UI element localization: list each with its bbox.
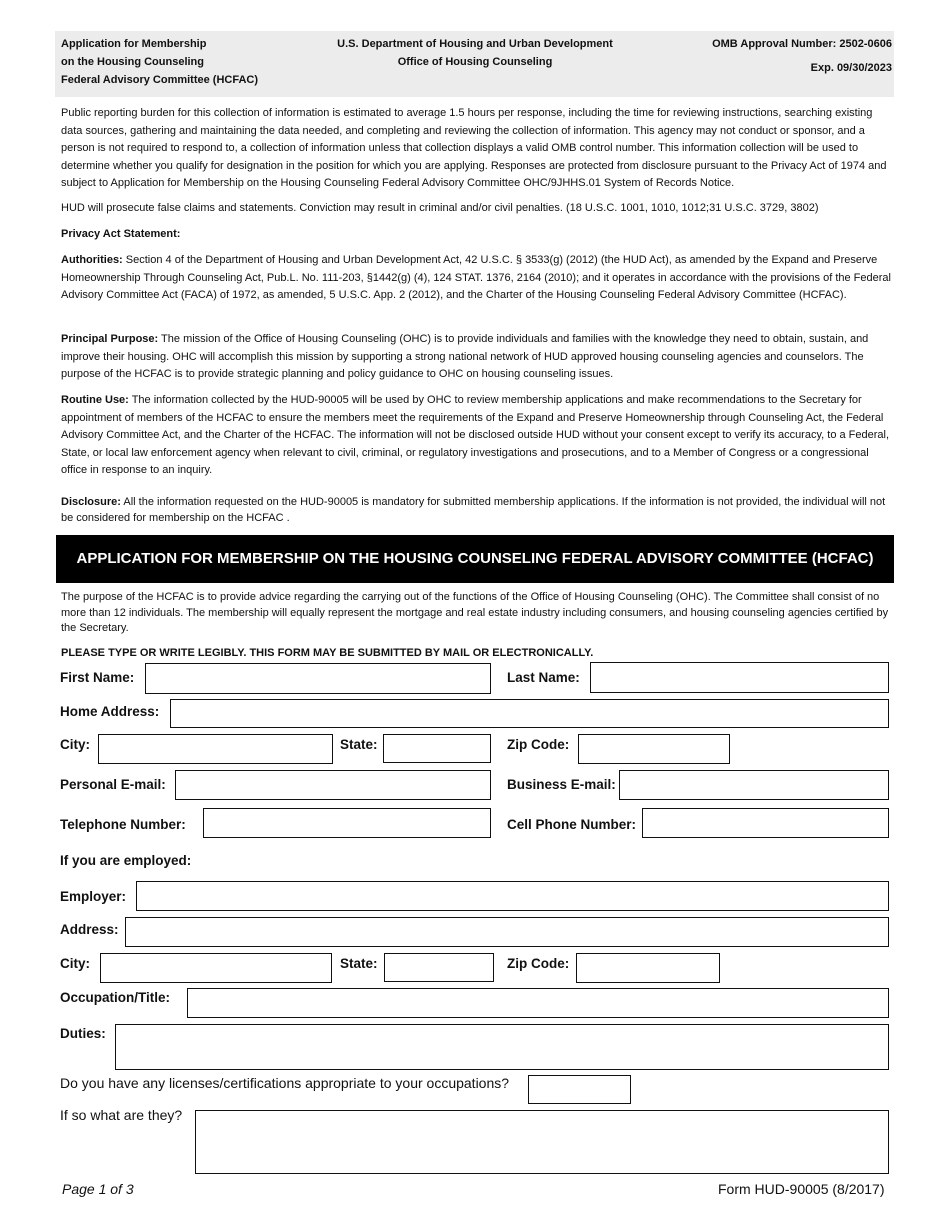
form-number: Form HUD-90005 (8/2017) <box>718 1181 885 1197</box>
last-name-input[interactable] <box>590 662 889 693</box>
licenses-what-label: If so what are they? <box>60 1107 183 1123</box>
prosecute-statement: HUD will prosecute false claims and statements. Conviction may result in criminal and/or civil penalties. (18 U.S.C. 1001, 1010, 1012;31 U.S.C. 3729, 3802) <box>61 202 819 214</box>
occupation-label: Occupation/Title: <box>60 990 171 1005</box>
page-number: Page 1 of 3 <box>62 1181 134 1197</box>
zip-label: Zip Code: <box>507 737 570 752</box>
header-omb: OMB Approval Number: 2502-0606 Exp. 09/30/2023 <box>712 38 892 74</box>
employer-state-label: State: <box>340 956 378 971</box>
employer-city-input[interactable] <box>100 953 332 983</box>
application-banner: APPLICATION FOR MEMBERSHIP ON THE HOUSING COUNSELING FEDERAL ADVISORY COMMITTEE (HCFAC) <box>56 535 894 583</box>
telephone-input[interactable] <box>203 808 491 838</box>
personal-email-label: Personal E-mail: <box>60 777 166 792</box>
home-address-label: Home Address: <box>60 704 160 719</box>
occupation-input[interactable] <box>187 988 889 1018</box>
telephone-label: Telephone Number: <box>60 817 186 832</box>
instruction-text: PLEASE TYPE OR WRITE LEGIBLY. THIS FORM MAY BE SUBMITTED BY MAIL OR ELECTRONICALLY. <box>61 647 594 659</box>
licenses-answer-input[interactable] <box>528 1075 631 1104</box>
state-label: State: <box>340 737 378 752</box>
cell-phone-label: Cell Phone Number: <box>507 817 637 832</box>
employer-zip-label: Zip Code: <box>507 956 570 971</box>
burden-statement: Public reporting burden for this collection of information is estimated to average 1.5 hours per response, including the time for reviewing instructions, searching existing data sources, gathering and maintaining the data needed, and completing and reviewing the collection of information. This agency may not conduct or sponsor, and a person is not required to respond to, a collection of information unless that collection displays a valid OMB control number. This information collection will be used to determine whether you qualify for designation in the position for which you are applying. Responses are protected from disclosure pursuant to the Privacy Act of 1974 and subject to Application for Membership on the Housing Counseling Federal Advisory Committee OHC/9JHHS.01 System of Records Notice. <box>61 107 887 189</box>
employer-address-input[interactable] <box>125 917 889 947</box>
employer-zip-input[interactable] <box>576 953 720 983</box>
routine-use-paragraph: Routine Use: The information collected by the HUD-90005 will be used by OHC to review membership applications and make recommendations to the Secretary for appointment of members of the HCFAC to ensure the members meet the requirements of the Expand and Preserve Homeownership through Counseling Act, the Federal Advisory Committee Act, and the Charter of the HCFAC. The information will not be disclosed outside HUD without your consent except to verify its accuracy, to a Federal, State, or local law enforcement agency when relevant to civil, criminal, or regulatory investigations and prosecutions, and to a Member of Congress or a congressional office in response to an inquiry. <box>61 394 890 476</box>
home-address-input[interactable] <box>170 699 889 728</box>
purpose-paragraph: Principal Purpose: The mission of the Office of Housing Counseling (OHC) is to provide individuals and families with the knowledge they need to obtain, sustain, and improve their housing. OHC will accomplish this mission by supporting a strong national network of HUD approved housing counseling agencies and counselors. The purpose of the HCFAC is to provide strategic planning and policy guidance to OHC on housing counseling issues. <box>61 333 869 380</box>
business-email-input[interactable] <box>619 770 889 800</box>
business-email-label: Business E-mail: <box>507 777 616 792</box>
employer-address-label: Address: <box>60 922 119 937</box>
employed-heading: If you are employed: <box>60 853 192 868</box>
duties-label: Duties: <box>60 1026 106 1041</box>
state-input[interactable] <box>383 734 491 763</box>
header-left-title: Application for Membership on the Housing Counseling Federal Advisory Committee (HCFAC) <box>61 38 259 86</box>
licenses-list-input[interactable] <box>195 1110 889 1174</box>
privacy-heading: Privacy Act Statement: <box>61 228 181 240</box>
personal-email-input[interactable] <box>175 770 491 800</box>
hcfac-purpose: The purpose of the HCFAC is to provide advice regarding the carrying out of the functions of the Office of Housing Counseling (OHC). The Committee shall consist of no more than 12 individuals. The membership will equally represent the mortgage and real estate industry including consumers, and housing counseling agencies certified by the Secretary. <box>61 591 889 634</box>
employer-city-label: City: <box>60 956 90 971</box>
header-agency: U.S. Department of Housing and Urban Development Office of Housing Counseling <box>337 38 613 68</box>
zip-input[interactable] <box>578 734 730 764</box>
disclosure-paragraph: Disclosure: All the information requested on the HUD-90005 is mandatory for submitted membership applications. If the information is not provided, the individual will not be considered for membership on the HCFAC . <box>61 496 886 524</box>
duties-input[interactable] <box>115 1024 889 1070</box>
employer-state-input[interactable] <box>384 953 494 982</box>
authorities-paragraph: Authorities: Section 4 of the Department of Housing and Urban Development Act, 42 U.S.C. § 3533(g) (2012) (the HUD Act), as amended by the Expand and Preserve Homeownership Through Counseling Act, Pub.L. No. 111-203, §1442(g) (4), 124 STAT. 1376, 2164 (2010); and it operates in accordance with the provisions of the Federal Advisory Committee Act (FACA) of 1972, as amended, 5 U.S.C. App. 2 (2012), and the Charter of the Housing Counseling Federal Advisory Committee (HCFAC). <box>61 254 891 301</box>
city-input[interactable] <box>98 734 333 764</box>
cell-phone-input[interactable] <box>642 808 889 838</box>
licenses-question: Do you have any licenses/certifications appropriate to your occupations? <box>60 1075 510 1091</box>
form-header <box>55 31 894 97</box>
first-name-input[interactable] <box>145 663 491 694</box>
employer-label: Employer: <box>60 889 127 904</box>
city-label: City: <box>60 737 90 752</box>
employer-input[interactable] <box>136 881 889 911</box>
first-name-label: First Name: <box>60 670 135 685</box>
last-name-label: Last Name: <box>507 670 580 685</box>
